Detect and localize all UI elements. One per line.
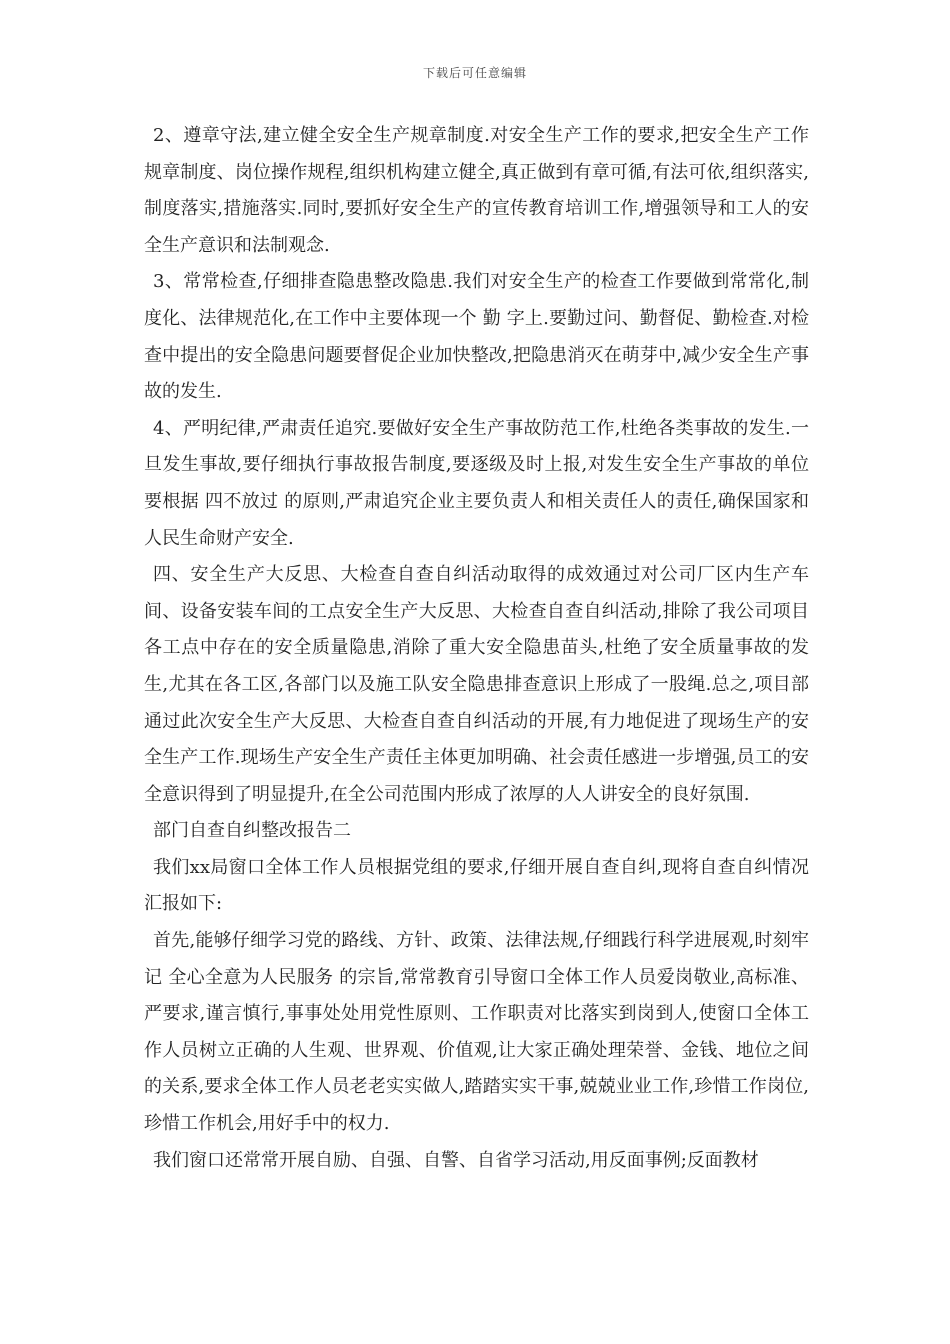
- paragraph-rules: 2、遵章守法,建立健全安全生产规章制度.对安全生产工作的要求,把安全生产工作规章制度、岗位操作规程,组织机构建立健全,真正做到有章可循,有法可依,组织落实,制度落实,措施落实.同时,要抓好安全生产的宣传教育培训工作,增强领导和工人的安全生产意识和法制观念.: [144, 125, 809, 256]
- paragraph-intro: 我们xx局窗口全体工作人员根据党组的要求,仔细开展自查自纠,现将自查自纠情况汇报如下:: [144, 856, 809, 915]
- paragraph-results: 四、安全生产大反思、大检查自查自纠活动取得的成效通过对公司厂区内生产车间、设备安装车间的工点安全生产大反思、大检查自查自纠活动,排除了我公司项目各工点中存在的安全质量隐患,消除了重大安全隐患苗头,杜绝了安全质量事故的发生,尤其在各工区,各部门以及施工队安全隐患排查意识上形成了一股绳.总之,项目部通过此次安全生产大反思、大检查自查自纠活动的开展,有力地促进了现场生产的安全生产工作.现场生产安全生产责任主体更加明确、社会责任感进一步增强,员工的安全意识得到了明显提升,在全公司范围内形成了浓厚的人人讲安全的良好氛围.: [144, 564, 809, 805]
- section-title: 部门自查自纠整改报告二: [153, 820, 351, 842]
- document-body: [144, 118, 809, 1179]
- page-header: 下载后可任意编辑: [422, 66, 527, 80]
- paragraph-inspection: 3、常常检查,仔细排查隐患整改隐患.我们对安全生产的检查工作要做到常常化,制度化、法律规范化,在工作中主要体现一个 勤 字上.要勤过问、勤督促、勤检查.对检查中提出的安全隐患问题要督促企业加快整改,把隐患消灭在萌芽中,减少安全生产事故的发生.: [144, 271, 809, 403]
- paragraph-discipline: 4、严明纪律,严肃责任追究.要做好安全生产事故防范工作,杜绝各类事故的发生.一旦发生事故,要仔细执行事故报告制度,要逐级及时上报,对发生安全生产事故的单位要根据 四不放过 的原则,严肃追究企业主要负责人和相关责任人的责任,确保国家和人民生命财产安全.: [144, 417, 809, 549]
- paragraph-activities: 我们窗口还常常开展自励、自强、自警、自省学习活动,用反面事例;反面教材: [153, 1149, 759, 1171]
- paragraph-study: 首先,能够仔细学习党的路线、方针、政策、法律法规,仔细践行科学进展观,时刻牢记 全心全意为人民服务 的宗旨,常常教育引导窗口全体工作人员爱岗敬业,高标准、严要求,谨言慎行,事事处处用党性原则、工作职责对比落实到岗到人,使窗口全体工作人员树立正确的人生观、世界观、价值观,让大家正确处理荣誉、金钱、地位之间的关系,要求全体工作人员老老实实做人,踏踏实实干事,兢兢业业工作,珍惜工作岗位,珍惜工作机会,用好手中的权力.: [144, 930, 809, 1135]
